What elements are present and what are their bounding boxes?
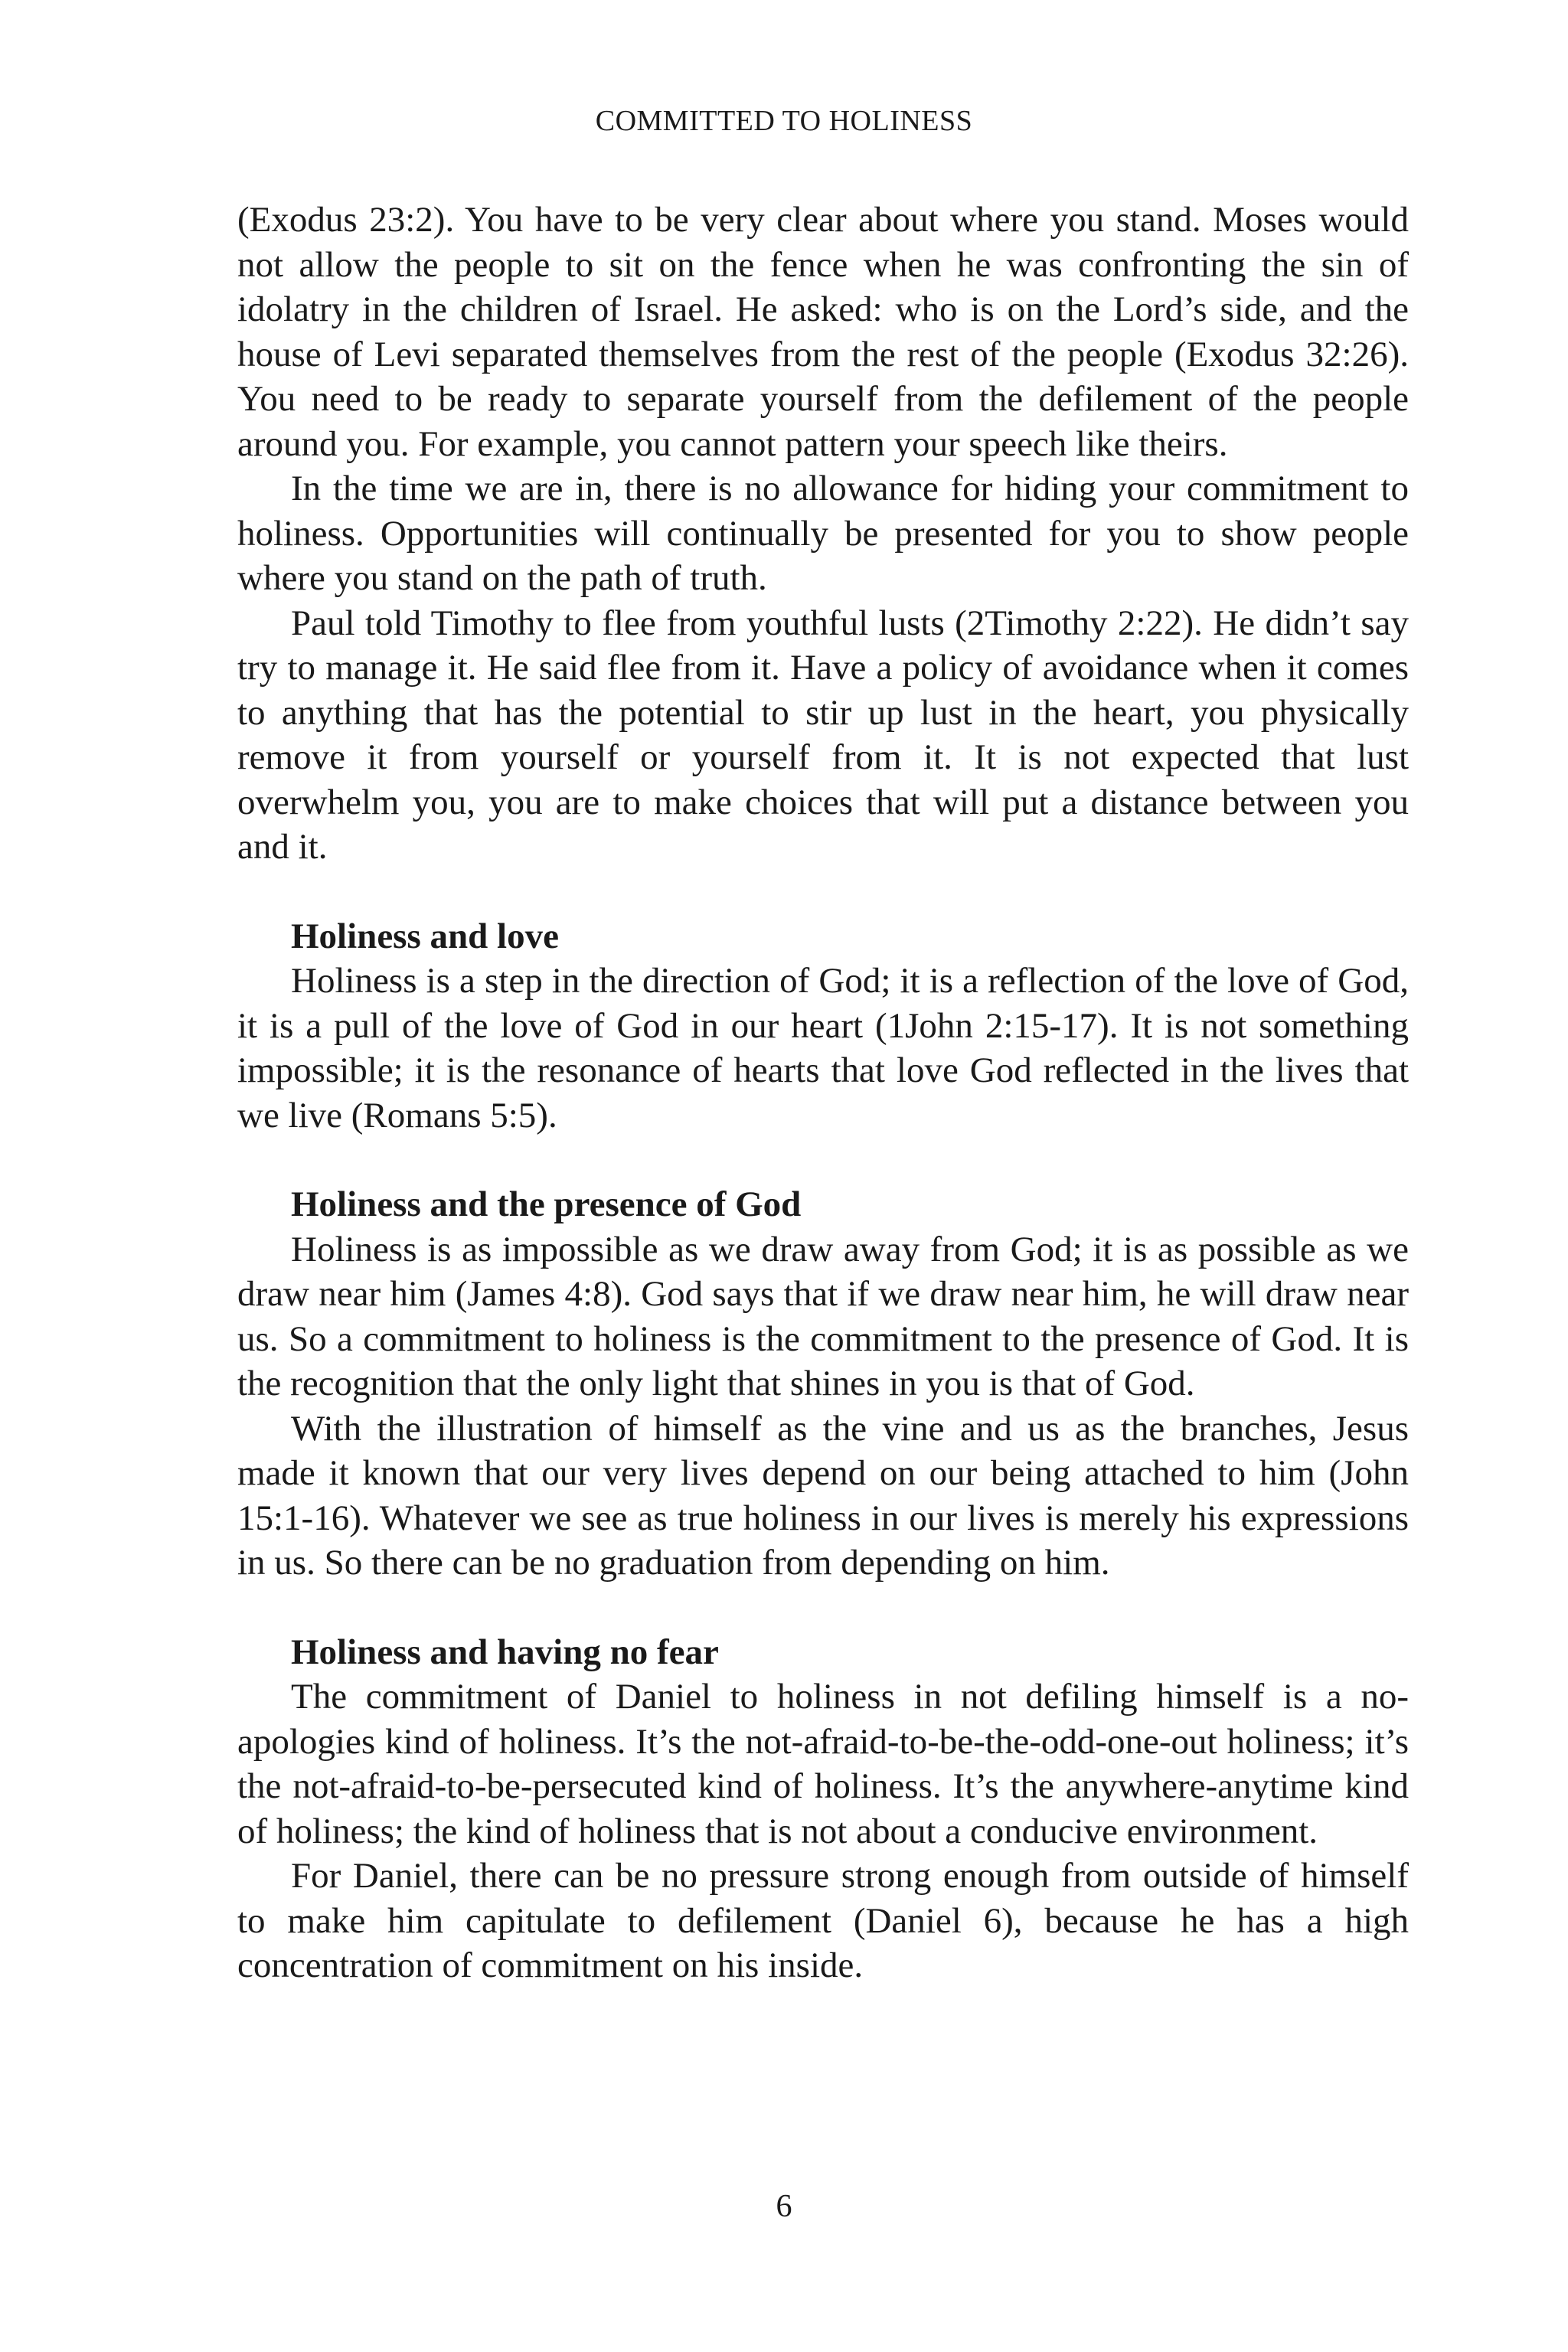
paragraph: The commitment of Daniel to holiness in not defiling himself is a no-apologies kind of holiness. It’s the not-afraid-to-be-the-odd-one-out holiness; it’s the not-afraid-to-be-persecuted kind of holiness. It’s the anywhere-anytime kind of holiness; the kind of holiness that is not about a conducive environment. bbox=[237, 1677, 1409, 1851]
paragraph: Holiness is a step in the direction of God; it is a reflection of the love of God, it is a pull of the love of God in our heart (1John 2:15-17). It is not something impossible; it is the resonance of hearts that love God reflected in the lives that we live (Romans 5:5). bbox=[237, 961, 1409, 1135]
paragraph: (Exodus 23:2). You have to be very clear about where you stand. Moses would not allow the people to sit on the fence when he was confronting the sin of idolatry in the children of Israel. He asked: who is on the Lord’s side, and the house of Levi separated themselves from the rest of the people (Exodus 32:26). You need to be ready to separate yourself from the defilement of the people around you. For example, you cannot pattern your speech like theirs. bbox=[237, 200, 1409, 464]
body-text bbox=[237, 198, 1409, 1988]
paragraph: Holiness is as impossible as we draw away from God; it is as possible as we draw near him (James 4:8). God says that if we draw near him, he will draw near us. So a commitment to holiness is the commitment to the presence of God. It is the recognition that the only light that shines in you is that of God. bbox=[237, 1229, 1409, 1403]
paragraph: Paul told Timothy to flee from youthful lusts (2Timothy 2:22). He didn’t say try to manage it. He said flee from it. Have a policy of avoidance when it comes to anything that has the potential to stir up lust in the heart, you physically remove it from yourself or yourself from it. It is not expected that lust overwhelm you, you are to make choices that will put a distance between you and it. bbox=[237, 603, 1409, 867]
section-heading-holiness-and-presence-of-god: Holiness and the presence of God bbox=[291, 1184, 802, 1224]
section-heading-holiness-and-love: Holiness and love bbox=[291, 916, 559, 956]
paragraph: With the illustration of himself as the vine and us as the branches, Jesus made it known that our very lives depend on our being attached to him (John 15:1-16). Whatever we see as true holiness in our lives is merely his expressions in us. So there can be no graduation from depending on him. bbox=[237, 1408, 1409, 1583]
running-header: COMMITTED TO HOLINESS bbox=[595, 105, 973, 137]
paragraph: In the time we are in, there is no allowance for hiding your commitment to holiness. Opportunities will continually be presented for you to show people where you stand on the path of truth. bbox=[237, 469, 1409, 598]
page-number: 6 bbox=[776, 2189, 792, 2224]
section-heading-holiness-and-having-no-fear: Holiness and having no fear bbox=[291, 1632, 719, 1672]
paragraph: For Daniel, there can be no pressure strong enough from outside of himself to make him capitulate to defilement (Daniel 6), because he has a high concentration of commitment on his inside. bbox=[237, 1856, 1409, 1985]
